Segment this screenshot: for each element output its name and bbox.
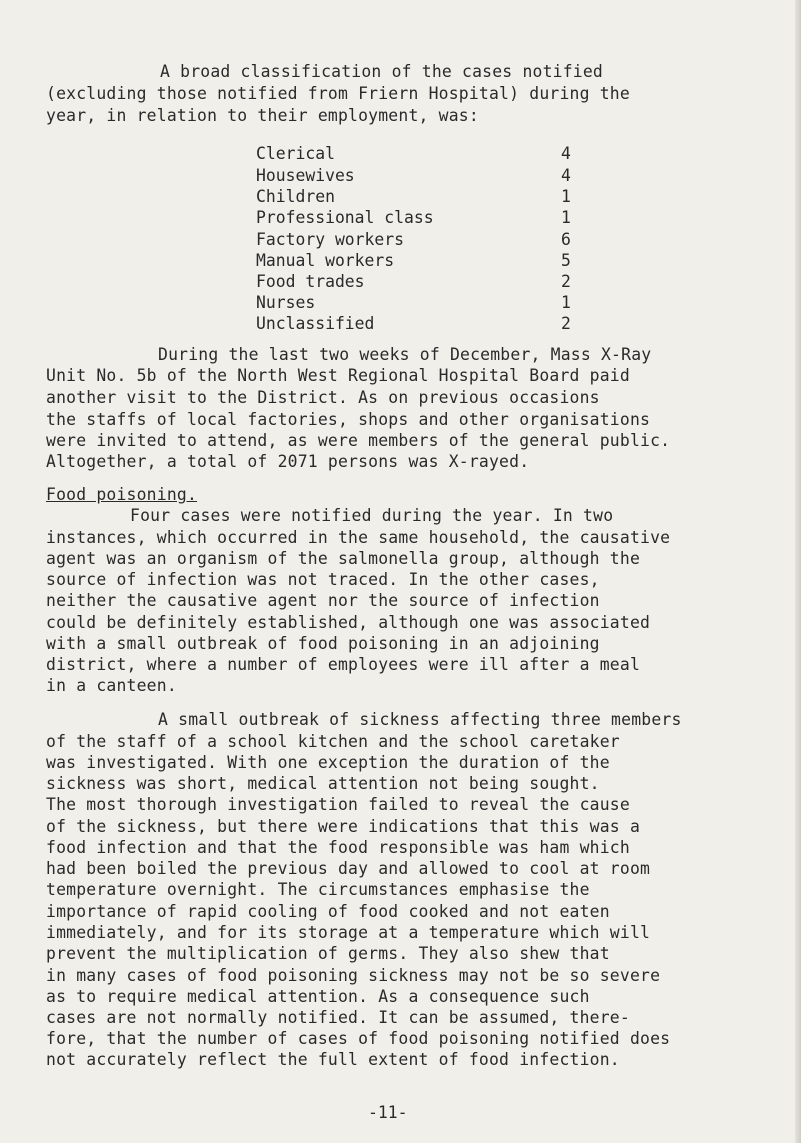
text-line: temperature overnight. The circumstances emphasise the	[46, 880, 590, 899]
table-row-count: 1	[561, 293, 571, 312]
section-heading-food-poisoning: Food poisoning.	[46, 485, 198, 504]
table-row-label: Food trades	[256, 272, 365, 291]
text-line: had been boiled the previous day and allowed to cool at room	[46, 859, 651, 878]
text-line: sickness was short, medical attention not being sought.	[46, 774, 600, 793]
table-row-count: 1	[561, 187, 571, 206]
text-line: A small outbreak of sickness affecting three members	[158, 710, 682, 729]
table-row-count: 4	[561, 144, 571, 163]
text-line: agent was an organism of the salmonella group, although the	[46, 549, 641, 568]
table-row-count: 2	[561, 314, 571, 333]
table-row-label: Manual workers	[256, 251, 395, 270]
page-number: -11-	[368, 1103, 408, 1122]
text-line: fore, that the number of cases of food poisoning notified does	[46, 1029, 671, 1048]
text-line: food infection and that the food responsible was ham which	[46, 838, 630, 857]
text-line: of the sickness, but there were indications that this was a	[46, 817, 641, 836]
text-line: prevent the multiplication of germs. They also shew that	[46, 944, 610, 963]
text-line: neither the causative agent nor the source of infection	[46, 591, 600, 610]
text-line: Unit No. 5b of the North West Regional Hospital Board paid	[46, 366, 630, 385]
table-row-label: Children	[256, 187, 335, 206]
table-row-label: Clerical	[256, 144, 335, 163]
text-line: Altogether, a total of 2071 persons was X-rayed.	[46, 452, 530, 471]
table-row-label: Professional class	[256, 208, 434, 227]
text-line: was investigated. With one exception the duration of the	[46, 753, 610, 772]
text-line: district, where a number of employees were ill after a meal	[46, 655, 641, 674]
text-line: importance of rapid cooling of food cooked and not eaten	[46, 902, 610, 921]
text-line: cases are not normally notified. It can be assumed, there-	[46, 1008, 630, 1027]
text-line: The most thorough investigation failed to reveal the cause	[46, 795, 630, 814]
text-line: with a small outbreak of food poisoning in an adjoining	[46, 634, 600, 653]
text-line: instances, which occurred in the same household, the causative	[46, 528, 671, 547]
table-row-label: Unclassified	[256, 314, 375, 333]
text-line: During the last two weeks of December, Mass X-Ray	[158, 345, 652, 364]
text-line: were invited to attend, as were members of the general public.	[46, 431, 671, 450]
text-line: A broad classification of the cases notified	[160, 62, 603, 81]
table-row-label: Factory workers	[256, 230, 405, 249]
text-line: in a canteen.	[46, 676, 177, 695]
text-line: as to require medical attention. As a consequence such	[46, 987, 590, 1006]
text-line: immediately, and for its storage at a temperature which will	[46, 923, 651, 942]
text-line: could be definitely established, although one was associated	[46, 613, 651, 632]
text-line: (excluding those notified from Friern Hospital) during the	[46, 84, 630, 103]
table-row-label: Housewives	[256, 166, 355, 185]
page-edge-shadow	[795, 0, 801, 1143]
text-line: another visit to the District. As on previous occasions	[46, 388, 600, 407]
text-line: source of infection was not traced. In the other cases,	[46, 570, 600, 589]
text-line: Four cases were notified during the year. In two	[130, 506, 614, 525]
text-line: year, in relation to their employment, was:	[46, 106, 479, 125]
table-row-count: 6	[561, 230, 571, 249]
table-row-count: 4	[561, 166, 571, 185]
text-line: not accurately reflect the full extent of food infection.	[46, 1050, 620, 1069]
table-row-label: Nurses	[256, 293, 316, 312]
text-line: in many cases of food poisoning sickness may not be so severe	[46, 966, 661, 985]
table-row-count: 1	[561, 208, 571, 227]
text-line: the staffs of local factories, shops and other organisations	[46, 410, 651, 429]
text-line: of the staff of a school kitchen and the school caretaker	[46, 732, 620, 751]
table-row-count: 2	[561, 272, 571, 291]
table-row-count: 5	[561, 251, 571, 270]
